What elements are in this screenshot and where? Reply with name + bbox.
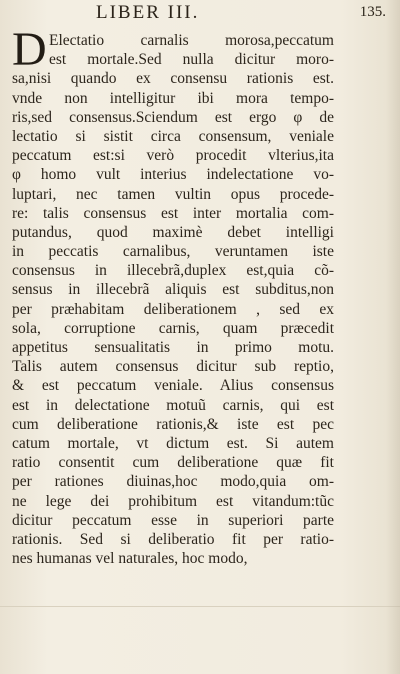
text-line: ris,sed consensus.Sciendum est ergo φ de	[12, 108, 334, 126]
text-line: consensus in illecebrã,duplex est,quia cõ-	[12, 262, 334, 280]
text-line: est in delectatione motuũ carnis, qui est	[12, 396, 334, 414]
text-line: & est peccatum veniale. Alius consensus	[12, 377, 334, 395]
text-line: ne lege dei prohibitum est vitandum:tũc	[12, 492, 334, 510]
page-header	[96, 2, 386, 24]
text-line: φ homo vult interius indelectatione vo-	[12, 166, 334, 184]
text-line: Electatio carnalis morosa,peccatum	[49, 32, 334, 49]
drop-cap-initial: D	[12, 23, 47, 76]
text-line: rationis. Sed si deliberatio fit per ratio-	[12, 530, 334, 548]
text-line: luptari, nec tamen vultin opus procede-	[12, 185, 334, 203]
text-line: nes humanas vel naturales, hoc modo,	[12, 550, 248, 568]
text-line: dicitur peccatum esse in superiori parte	[12, 511, 334, 529]
running-head: LIBER III.	[96, 2, 200, 23]
text-line: sa,nisi quando ex consensu rationis est.	[12, 70, 334, 88]
page-number: 135.	[359, 4, 386, 20]
body-text	[12, 31, 334, 568]
text-line: est mortale.Sed nulla dicitur moro-	[49, 51, 334, 69]
text-line: appetitus sensualitatis in primo motu.	[12, 339, 334, 356]
text-line: Talis autem consensus dicitur sub reptio,	[12, 358, 334, 376]
text-line: per præhabitam deliberationem , sed ex	[12, 300, 334, 318]
text-line: sola, corruptione carnis, quam præcedit	[12, 319, 334, 337]
text-line: in peccatis carnalibus, veruntamen iste	[12, 243, 334, 261]
text-line: sensus in illecebrã aliquis est subditus,non	[12, 281, 334, 299]
text-line: re: talis consensus est inter mortalia com-	[12, 204, 334, 222]
page-edge-shadow	[386, 0, 400, 674]
text-line: lectatio si sistit circa consensum, veniale	[12, 127, 334, 145]
text-line: catum mortale, vt dictum est. Si autem	[12, 434, 334, 452]
text-line: putandus, quod maximè debet intelligi	[12, 223, 334, 241]
text-line: ratio consentit cum deliberatione quæ fit	[12, 454, 334, 472]
text-line: per rationes diuinas,hoc modo,quia om-	[12, 473, 334, 491]
text-line: vnde non intelligitur ibi mora tempo-	[12, 89, 334, 107]
text-line: peccatum est:si verò procedit vlterius,ita	[12, 147, 334, 165]
page-bottom-rule	[0, 606, 400, 607]
text-line: cum deliberatione rationis,& iste est pec	[12, 415, 334, 433]
